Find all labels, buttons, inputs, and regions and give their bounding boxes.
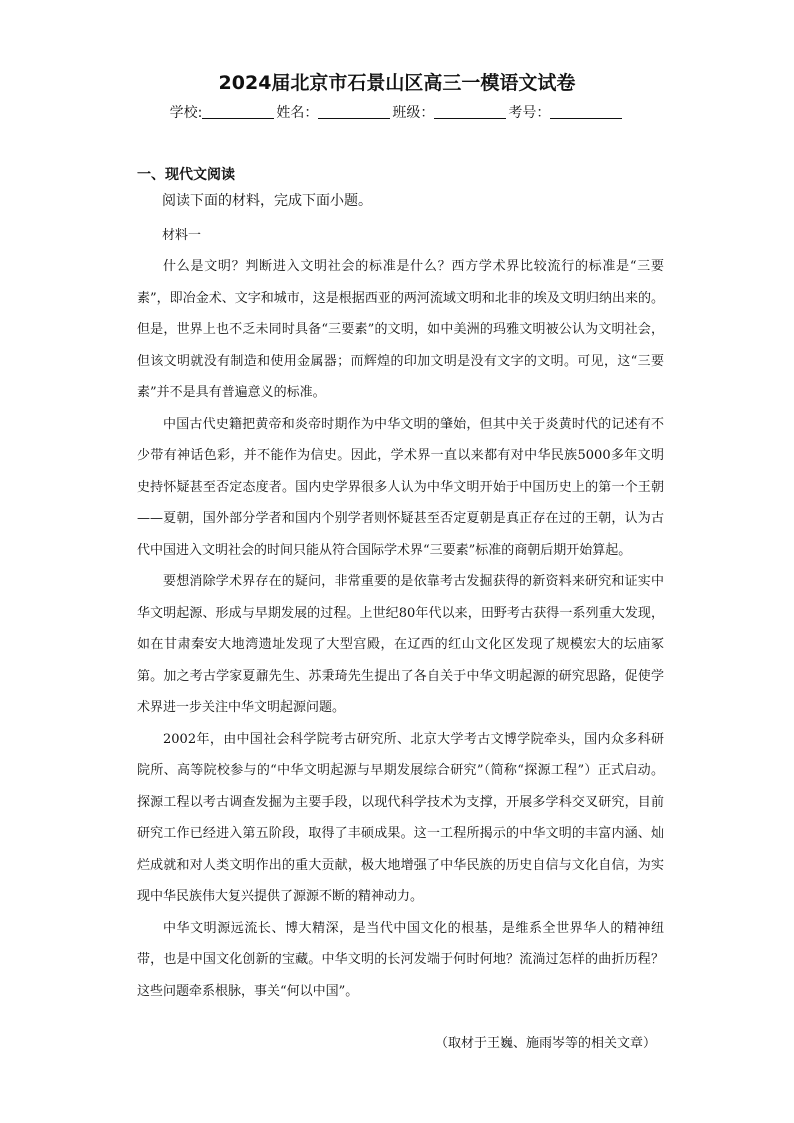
exam-number-blank: [550, 104, 622, 119]
exam-number-label: 考号：: [508, 105, 551, 121]
exam-title: 2024届北京市石景山区高三一模语文试卷: [218, 72, 576, 94]
section-instruction: 阅读下面的材料，完成下面小题。: [162, 193, 372, 209]
school-blank: [202, 104, 274, 119]
paragraph-5: 中华文明源远流长、博大精深，是当代中国文化的根基，是维系全世界华人的精神纽带，也是中国文化创新的宝藏。中华文明的长河发端于何时何地？流淌过怎样的曲折历程？这些问题牵系根脉，事关“何以中国”。: [137, 920, 664, 999]
material-label: 材料一: [162, 228, 202, 243]
section-heading: 一、现代文阅读: [137, 167, 235, 183]
paragraph-3: 要想消除学术界存在的疑问，非常重要的是依靠考古发掘获得的新资料来研究和证实中华文明起源、形成与早期发展的过程。上世纪80年代以来，田野考古获得一系列重大发现，如在甘肃秦安大地湾遗址发现了大型宫殿，在辽西的红山文化区发现了规模宏大的坛庙冢第。加之考古学家夏鼐先生、苏秉琦先生提出了各自关于中华文明起源的研究思路，促使学术界进一步关注中华文明起源问题。: [137, 574, 664, 715]
reading-passage: [137, 251, 664, 1007]
school-label: 学校:: [169, 105, 203, 121]
name-label: 姓名：: [276, 105, 319, 121]
source-citation: （取材于王巍、施雨岑等的相关文章）: [434, 1036, 656, 1051]
class-label: 班级：: [392, 105, 435, 121]
paragraph-1: 什么是文明？判断进入文明社会的标准是什么？西方学术界比较流行的标准是“三要素”，即冶金术、文字和城市，这是根据西亚的两河流域文明和北非的埃及文明归纳出来的。但是，世界上也不乏未同时具备“三要素”的文明，如中美洲的玛雅文明被公认为文明社会，但该文明就没有制造和使用金属器；而辉煌的印加文明是没有文字的文明。可见，这“三要素”并不是具有普遍意义的标准。: [137, 259, 664, 400]
student-info-line: [0, 102, 794, 122]
paragraph-2: 中国古代史籍把黄帝和炎帝时期作为中华文明的肇始，但其中关于炎黄时代的记述有不少带有神话色彩，并不能作为信史。因此，学术界一直以来都有对中华民族5000多年文明史持怀疑甚至否定态度者。国内史学界很多人认为中华文明开始于中国历史上的第一个王朝——夏朝，国外部分学者和国内个别学者则怀疑甚至否定夏朝是真正存在过的王朝，认为古代中国进入文明社会的时间只能从符合国际学术界“三要素”标准的商朝后期开始算起。: [137, 416, 664, 558]
name-blank: [318, 104, 390, 119]
paragraph-4: 2002年，由中国社会科学院考古研究所、北京大学考古文博学院牵头，国内众多科研院所、高等院校参与的“中华文明起源与早期发展综合研究”（简称“探源工程”）正式启动。探源工程以考古调查发掘为主要手段，以现代科学技术为支撑，开展多学科交叉研究，目前研究工作已经进入第五阶段，取得了丰硕成果。这一工程所揭示的中华文明的丰富内涵、灿烂成就和对人类文明作出的重大贡献，极大地增强了中华民族的历史自信与文化自信，为实现中华民族伟大复兴提供了源源不断的精神动力。: [137, 731, 664, 904]
class-blank: [434, 104, 506, 119]
